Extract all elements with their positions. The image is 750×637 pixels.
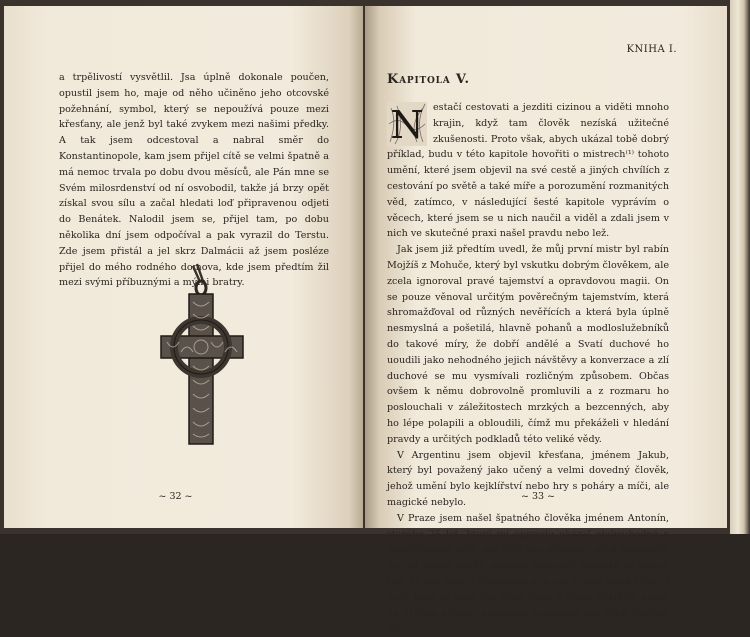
page-number-left: ~ 32 ~ <box>158 491 193 502</box>
page-edges <box>730 0 750 534</box>
celtic-cross-illustration <box>159 262 245 452</box>
initial-letter: N <box>390 103 424 146</box>
right-page <box>365 6 727 635</box>
paragraph: Jak jsem již předtím uvedl, že můj první mistr byl rabín Mojžíš z Mohuče, který byl vskutku dobrým člověkem, ale zcela ignoroval pravé tajemství a opravdovou magii. On se pouze věnoval určitým pověrečným tajemstvím, která shromažďoval od různých nevěřících a která byla úplně nesmyslná a pošetilá, hlavně pohanů a modloslužebníků do takové míry, že dobří andělé a Svatí duchové ho uoudili jako nehodného jejich návštěvy a konverzace a zlí duchové se mu vysmívali rozličným způsobem. Občas ovšem k němu dobrovolně promluvili a z rozmaru ho poslouchali v záležitostech mrzkých a bezcenných, aby ho lépe polapili a obloudili, čímž mu překáželi v hledání pravdy a určitých podkladů této veliké vědy. <box>387 244 669 445</box>
left-page <box>4 6 363 528</box>
first-paragraph-text: estačí cestovati a jezditi cizinou a viděti mnoho krajin, když tam člověk nezíská užitečné zkušenosti. Proto však, abych ukázal tobě dobrý příklad, budu v této kapitole hovořiti o mistrech⁽¹⁾ tohoto umění, které jsem objevil na své cestě a jiných chvílích z cestování po světě a také míře a porozumění rozmanitých věd, zatímco, v následující šesté kapitole vyprávím o věcech, které jsem se u nich naučil a viděl a zdali jsem v nich ve skutečné praxi našel pravdu nebo lež. <box>387 102 669 240</box>
paragraph: V Argentinu jsem objevil křesťana, jménem Jakub, který byl považený jako učený a velmi dovedný člověk, jehož umění bylo kejklířství nebo hry s poháry a míči, ale magické nebylo. <box>387 449 669 508</box>
left-page-text <box>59 70 329 291</box>
paragraph: a trpělivostí vysvětlil. Jsa úplně dokonale poučen, opustil jsem ho, maje od něho učiněno jeho otcovské požehnání, symbol, který se nepoužívá pouze mezi křesťany, ale jenž byl také zvykem mezi našimi předky. A tak jsem odcestoval a nabral směr do Konstantinopole, kam jsem přijel cítě se velmi špatně a má nemoc trvala po dobu dvou měsíců, ale Pán mne se Svém milosrdenství od ní osvobodil, takže já brzy opět získal svou sílu a začal hledati loď připravenou odjeti do Benátek. Nalodil jsem se, přijel tam, po dobu několika dní jsem odpočíval a pak vyrazil do Terstu. Zde jsem přistál a jel skrz Dalmácii až jsem posléze přijel do mého rodného domova, kde jsem předtím žil mezi svými příbuznými a mými bratry. <box>59 72 329 289</box>
decorated-initial-n <box>387 102 427 146</box>
right-page-text <box>387 100 669 637</box>
chapter-title: Kapitola V. <box>387 72 470 87</box>
running-header: KNIHA I. <box>626 44 677 55</box>
paragraph: V Praze jsem našel špatného člověka jménem Antonín, starého 25 let, který mi opravdu ukázal obdivuhodné a nadpřirozené věci, ale Bůh nás ochraňuj před klesnutím do tak veliké chyby, protože bezectný darebák se netajil tím, že má pakt s Démonem a je mu vydán svým tělem i duší, když se před tím zřekl Boha a všech Svatých, avšak na druhou stranu, podvodný Leviathan mu slíbil čtyřicet let <box>387 512 669 635</box>
pendant-bail <box>196 281 206 295</box>
first-paragraph <box>387 100 669 242</box>
page-number-right: ~ 33 ~ <box>520 491 556 502</box>
